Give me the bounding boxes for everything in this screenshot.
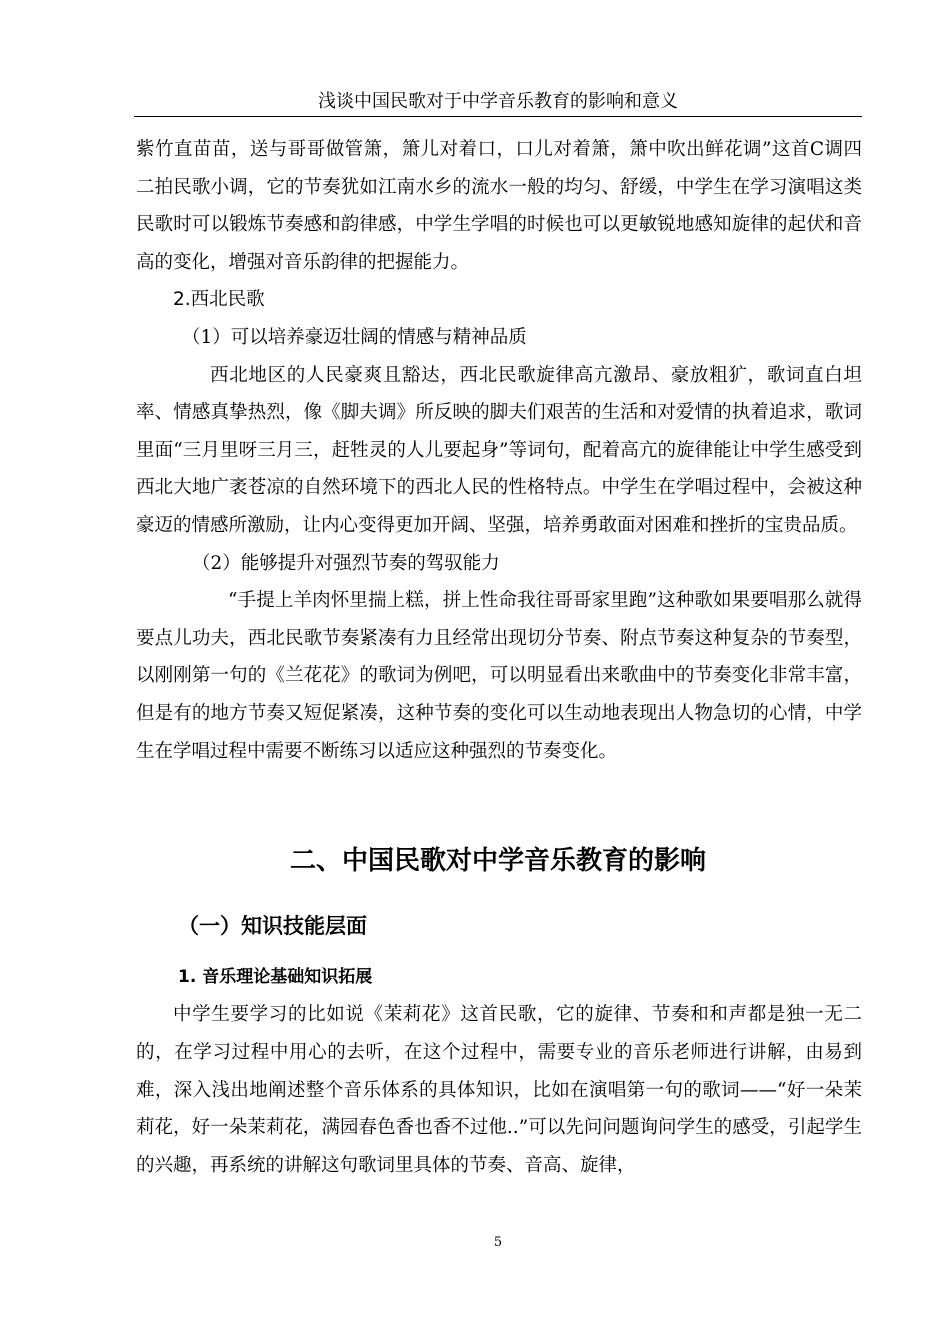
paragraph-northwest-rhythm: “手提上羊肉怀里揣上糕，拼上性命我往哥哥家里跑”这种歌如果要唱那么就得要点儿功夫，西北民歌节奏紧凑有力且经常出现切分节奏、附点节奏这种复杂的节奏型，以刚刚第一句的《兰花花》的歌词为例吧，可以明显看出来歌曲中的节奏变化非常丰富，但是有的地方节奏又短促紧凑，这种节奏的变化可以生动地表现出人物急切的心情，中学生在学唱过程中需要不断练习以适应这种强烈的节奏变化。 [136, 590, 862, 762]
body-text-lower [136, 996, 862, 1185]
subsection-heading: 1. 音乐理论基础知识拓展 [178, 967, 373, 987]
heading-northwest-folk-songs: 2.西北民歌 [173, 289, 265, 311]
section-heading: （一）知识技能层面 [178, 914, 367, 938]
paragraph-music-theory: 中学生要学习的比如说《茉莉花》这首民歌，它的旋律、节奏和和声都是独一无二的，在学习过程中用心的去听，在这个过程中，需要专业的音乐老师进行讲解，由易到难，深入浅出地阐述整个音乐体系的具体知识，比如在演唱第一句的歌词——“好一朵茉莉花，好一朵茉莉花，满园春色香也香不过他..”可以先问问题询问学生的感受，引起学生的兴趣，再系统的讲解这句歌词里具体的节奏、音高、旋律， [136, 1004, 862, 1177]
chapter-heading: 二、中国民歌对中学音乐教育的影响 [289, 846, 706, 876]
running-header: 浅谈中国民歌对于中学音乐教育的影响和意义 [318, 91, 678, 112]
heading-point-2: （2）能够提升对强烈节奏的驾驭能力 [192, 552, 500, 574]
page-number: 5 [493, 1235, 503, 1250]
paragraph-jiangnan-continued: 紫竹直苗苗，送与哥哥做管箫，箫儿对着口，口儿对着箫，箫中吹出鲜花调”这首C调四二拍民歌小调，它的节奏犹如江南水乡的流水一般的均匀、舒缓，中学生在学习演唱这类民歌时可以锻炼节奏感和韵律感，中学生学唱的时候也可以更敏锐地感知旋律的起伏和音高的变化，增强对音乐韵律的把握能力。 [136, 139, 862, 273]
header-divider [134, 116, 862, 117]
body-text-upper [136, 131, 862, 770]
paragraph-northwest-emotion: 西北地区的人民豪爽且豁达，西北民歌旋律高亢激昂、豪放粗犷，歌词直白坦率、情感真挚热烈，像《脚夫调》所反映的脚夫们艰苦的生活和对爱情的执着追求，歌词里面“三月里呀三月三，赶牲灵的人儿要起身”等词句，配着高亢的旋律能让中学生感受到西北大地广袤苍凉的自然环境下的西北人民的性格特点。中学生在学唱过程中，会被这种豪迈的情感所激励，让内心变得更加开阔、坚强，培养勇敢面对困难和挫折的宝贵品质。 [136, 364, 862, 536]
heading-point-1: （1）可以培养豪迈壮阔的情感与精神品质 [182, 326, 527, 348]
